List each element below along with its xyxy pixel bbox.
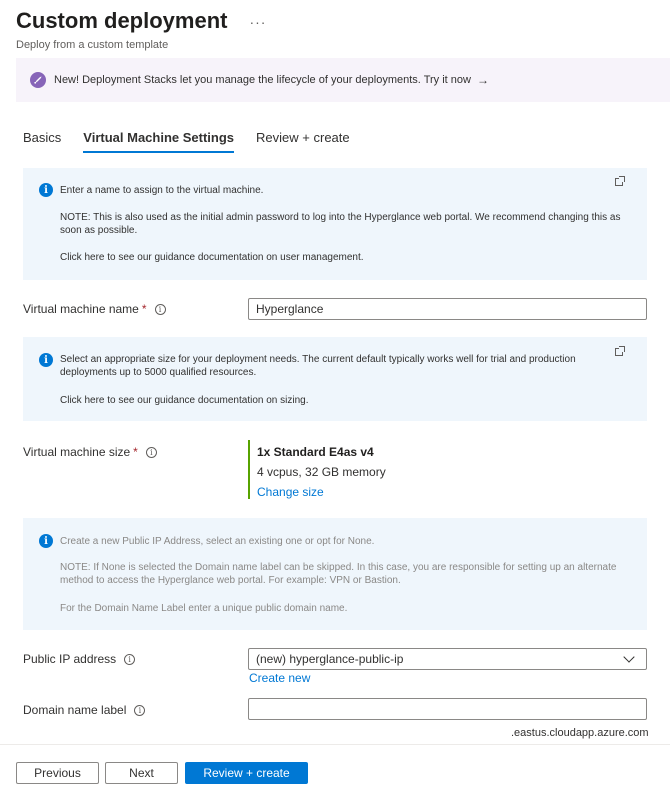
tab-review-create[interactable]: Review + create [256,130,350,145]
user-management-doc-link[interactable]: Click here to see our guidance documentation on user management. [60,252,364,263]
required-marker: * [133,445,138,459]
info-text: Enter a name to assign to the virtual machine. [60,185,264,196]
sizing-doc-link[interactable]: Click here to see our guidance documentation on sizing. [60,395,309,406]
vm-size-summary [248,440,386,499]
change-size-link[interactable]: Change size [257,485,324,499]
info-tooltip-icon[interactable]: i [155,304,166,315]
domain-name-input[interactable] [248,698,647,720]
info-text-domain: For the Domain Name Label enter a unique public domain name. [60,603,348,614]
info-tooltip-icon[interactable]: i [134,705,145,716]
previous-button[interactable]: Previous [16,762,99,784]
vm-size-label: Virtual machine size * i [23,445,157,459]
info-tooltip-icon[interactable]: i [146,447,157,458]
wizard-tabs [23,130,372,153]
info-note: NOTE: This is also used as the initial admin password to log into the Hyperglance web portal. We recommend changing this as soon as possible. [60,212,621,236]
info-icon: i [39,534,53,548]
arrow-right-icon[interactable]: → [476,73,489,87]
public-ip-label: Public IP address i [23,652,135,666]
deployment-stacks-banner[interactable] [16,58,670,102]
chevron-down-icon [623,651,634,662]
info-text: Create a new Public IP Address, select an existing one or opt for None. [60,536,375,547]
info-tooltip-icon[interactable]: i [124,654,135,665]
rocket-icon [30,72,46,88]
vm-name-label: Virtual machine name * i [23,302,166,316]
footer-divider [0,744,670,745]
vm-size-name: 1x Standard E4as v4 [257,445,374,459]
create-new-ip-link[interactable]: Create new [249,671,311,685]
public-ip-info-box [23,518,647,630]
info-icon: i [39,183,53,197]
info-text: Select an appropriate size for your deployment needs. The current default typically works well for trial and production deployments up to 5000 qualified resources. [60,354,576,378]
page-title: Custom deployment [16,8,228,33]
vm-size-detail: 4 vcpus, 32 GB memory [257,465,386,479]
more-options-icon[interactable]: ··· [249,14,267,30]
page-header [16,8,266,51]
next-button[interactable]: Next [105,762,178,784]
vm-size-info-box [23,337,647,421]
vm-name-input[interactable]: Hyperglance [248,298,647,320]
domain-name-label: Domain name label i [23,703,145,717]
tab-basics[interactable]: Basics [23,130,62,145]
tab-virtual-machine-settings[interactable]: Virtual Machine Settings [83,130,234,153]
domain-suffix: .eastus.cloudapp.azure.com [511,727,649,739]
info-note: NOTE: If None is selected the Domain name label can be skipped. In this case, you are responsible for setting up an alternate method to access the Hyperglance web portal. For example: VPN or Bastion. [60,562,617,586]
banner-text: New! Deployment Stacks let you manage the lifecycle of your deployments. Try it now [54,74,471,86]
vm-name-info-box [23,168,647,280]
public-ip-dropdown[interactable] [248,648,647,670]
info-icon: i [39,353,53,367]
review-create-button[interactable]: Review + create [185,762,308,784]
public-ip-selected-value: (new) hyperglance-public-ip [256,652,404,666]
page-subtitle: Deploy from a custom template [16,39,169,51]
required-marker: * [141,302,147,316]
